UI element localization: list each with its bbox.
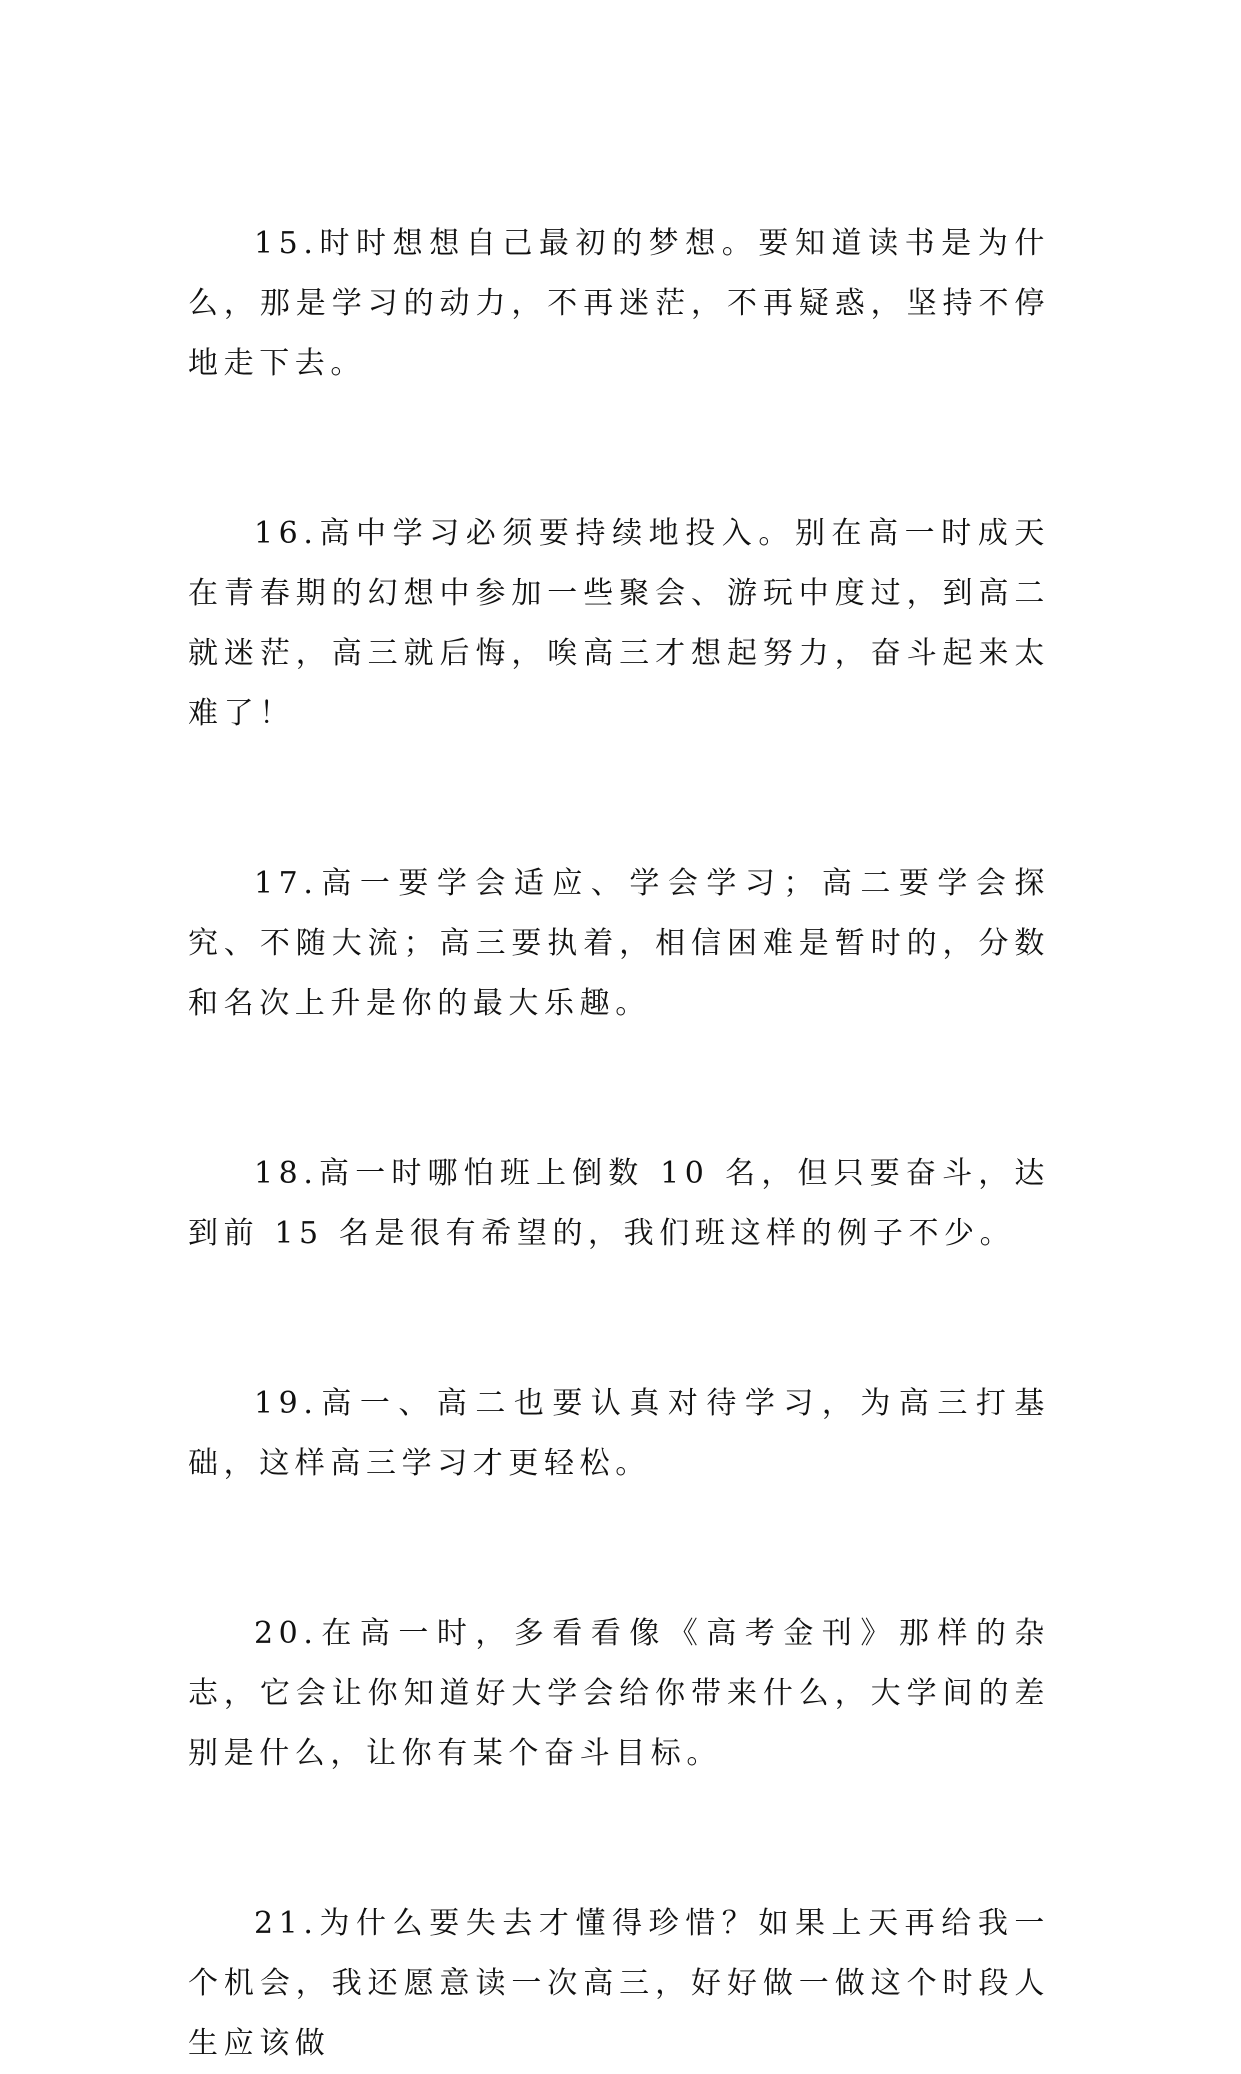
- document-body: [188, 214, 1050, 2074]
- paragraph-16: 16.高中学习必须要持续地投入。别在高一时成天在青春期的幻想中参加一些聚会、游玩中度过，到高二就迷茫，高三就后悔，唉高三才想起努力，奋斗起来太难了！: [188, 516, 1050, 731]
- paragraph-20: 20.在高一时，多看看像《高考金刊》那样的杂志，它会让你知道好大学会给你带来什么，大学间的差别是什么，让你有某个奋斗目标。: [188, 1616, 1050, 1771]
- paragraph-19: 19.高一、高二也要认真对待学习，为高三打基础，这样高三学习才更轻松。: [188, 1386, 1050, 1481]
- paragraph-21: 21.为什么要失去才懂得珍惜？如果上天再给我一个机会，我还愿意读一次高三，好好做一做这个时段人生应该做: [188, 1906, 1050, 2061]
- paragraph-15: 15.时时想想自己最初的梦想。要知道读书是为什么，那是学习的动力，不再迷茫，不再疑惑，坚持不停地走下去。: [188, 226, 1050, 381]
- paragraph-17: 17.高一要学会适应、学会学习；高二要学会探究、不随大流；高三要执着，相信困难是暂时的，分数和名次上升是你的最大乐趣。: [188, 866, 1050, 1021]
- paragraph-18: 18.高一时哪怕班上倒数 10 名，但只要奋斗，达到前 15 名是很有希望的，我们班这样的例子不少。: [188, 1156, 1050, 1251]
